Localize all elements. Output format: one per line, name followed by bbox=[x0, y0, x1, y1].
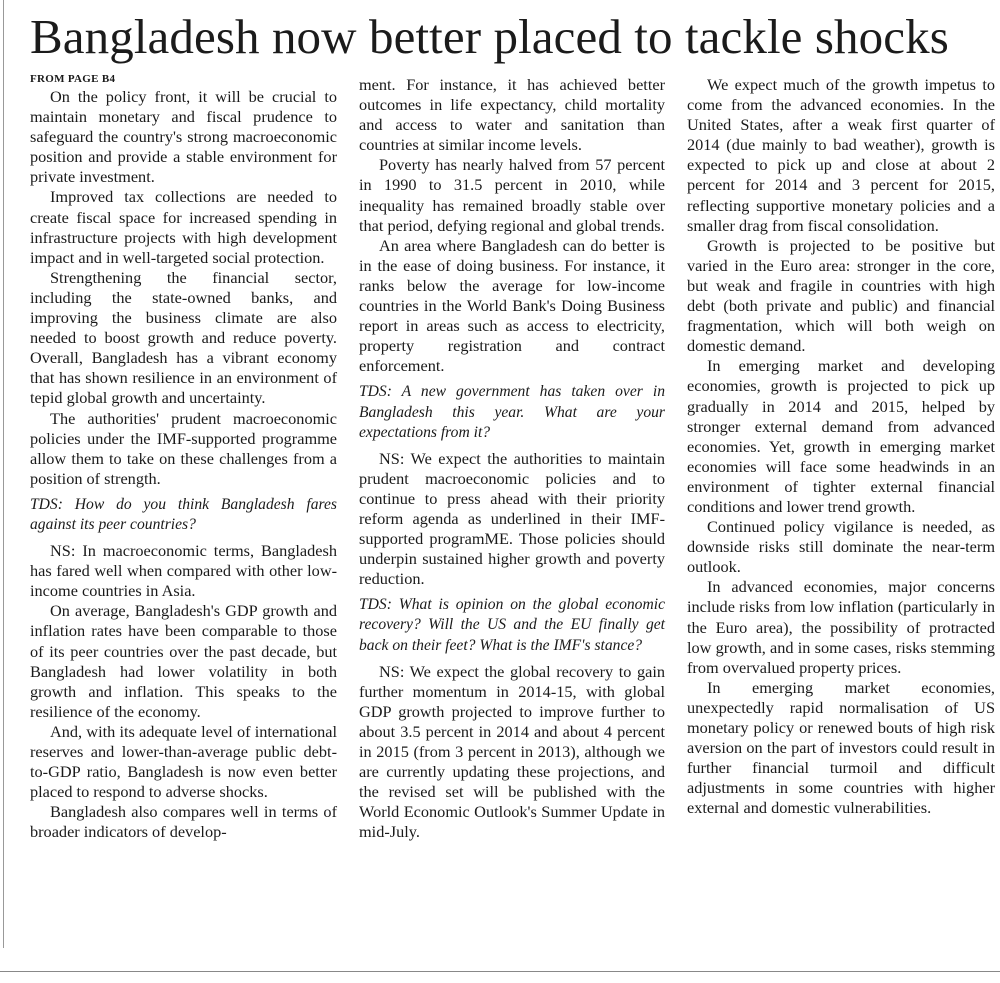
article-paragraph: On average, Bangladesh's GDP growth and inflation rates have been comparable to those of its peer countries over the past decade, but Bangladesh had lower volatility in both growth and inflation. This speaks to the resilience of the economy. bbox=[30, 601, 337, 721]
article-column-3 bbox=[687, 75, 995, 818]
interview-question: TDS: How do you think Bangladesh fares against its peer countries? bbox=[30, 495, 337, 533]
interview-question: TDS: A new government has taken over in Bangladesh this year. What are your expectations from it? bbox=[359, 383, 665, 441]
article-paragraph: We expect much of the growth impetus to come from the advanced economies. In the United States, after a weak first quarter of 2014 (due mainly to bad weather), growth is expected to pick up and close at about 2 percent for 2014 and 3 percent for 2015, reflecting supportive monetary policies and a smaller drag from fiscal consolidation. bbox=[687, 75, 995, 235]
article-paragraph-continued: ment. For instance, it has achieved better outcomes in life expectancy, child mortality and access to water and sanitation than countries at similar income levels. bbox=[359, 75, 665, 155]
article-paragraph: An area where Bangladesh can do better is in the ease of doing business. For instance, it ranks below the average for low-income countries in the World Bank's Doing Business report in areas such as access to electricity, property registration and contract enforcement. bbox=[359, 235, 665, 376]
left-column-rule bbox=[3, 0, 4, 948]
article-column-2 bbox=[359, 75, 665, 842]
article-paragraph: Continued policy vigilance is needed, as downside risks still dominate the near-term outlook. bbox=[687, 517, 995, 577]
article-paragraph: The authorities' prudent macroeconomic policies under the IMF-supported programme allow them to take on these challenges from a position of strength. bbox=[30, 408, 337, 488]
article-paragraph: Strengthening the financial sector, including the state-owned banks, and improving the business climate are also needed to boost growth and reduce poverty. Overall, Bangladesh has a vibrant economy that has shown resilience in an environment of tepid global growth and uncertainty. bbox=[30, 267, 337, 408]
article-paragraph: NS: In macroeconomic terms, Bangladesh has fared well when compared with other low-income countries in Asia. bbox=[30, 541, 337, 601]
interview-question: TDS: What is opinion on the global economic recovery? Will the US and the EU finally get back on their feet? What is the IMF's stance? bbox=[359, 596, 665, 654]
article-paragraph: Bangladesh also compares well in terms of broader indicators of develop- bbox=[30, 802, 337, 842]
article-paragraph: Poverty has nearly halved from 57 percent in 1990 to 31.5 percent in 2010, while inequality has remained broadly stable over that period, defying regional and global trends. bbox=[359, 155, 665, 235]
article-paragraph: And, with its adequate level of international reserves and lower-than-average public debt-to-GDP ratio, Bangladesh is now even better placed to respond to adverse shocks. bbox=[30, 721, 337, 802]
from-page-label: FROM PAGE B4 bbox=[30, 73, 116, 85]
article-paragraph: Growth is projected to be positive but varied in the Euro area: stronger in the core, but weak and fragile in countries with high debt (both private and public) and financial fragmentation, which will both weigh on domestic demand. bbox=[687, 235, 995, 356]
article-column-1 bbox=[30, 72, 337, 842]
article-paragraph: In emerging market economies, unexpectedly rapid normalisation of US monetary policy or renewed bouts of high risk aversion on the part of investors could result in further financial turmoil and difficult adjustments in some countries with higher external and domestic vulnerabilities. bbox=[687, 677, 995, 818]
article-paragraph: Improved tax collections are needed to create fiscal space for increased spending in infrastructure projects with high development impact and in well-targeted social protection. bbox=[30, 187, 337, 267]
article-paragraph: On the policy front, it will be crucial to maintain monetary and fiscal prudence to safeguard the country's strong macroeconomic position and provide a stable environment for private investment. bbox=[30, 87, 337, 187]
bottom-rule bbox=[0, 971, 1000, 972]
article-paragraph: In emerging market and developing economies, growth is projected to pick up gradually in 2014 and 2015, helped by stronger external demand from advanced economies. Yet, growth in emerging market economies will face some headwinds in an environment of tighter external financial conditions and lower trend growth. bbox=[687, 356, 995, 516]
article-paragraph: In advanced economies, major concerns include risks from low inflation (particularly in the Euro area), the possibility of protracted low growth, and in some cases, risks stemming from overvalued property prices. bbox=[687, 577, 995, 677]
article-paragraph: NS: We expect the authorities to maintain prudent macroeconomic policies and to continue to press ahead with their priority reform agenda as underlined in their IMF-supported programME. Those policies should underpin sustained higher growth and poverty reduction. bbox=[359, 448, 665, 589]
article-headline: Bangladesh now better placed to tackle shocks bbox=[30, 9, 949, 64]
article-paragraph: NS: We expect the global recovery to gain further momentum in 2014-15, with global GDP growth projected to improve further to about 3.5 percent in 2014 and about 4 percent in 2015 (from 3 percent in 2013), although we are currently updating these projections, and the revised set will be published with the World Economic Outlook's Summer Update in mid-July. bbox=[359, 661, 665, 842]
